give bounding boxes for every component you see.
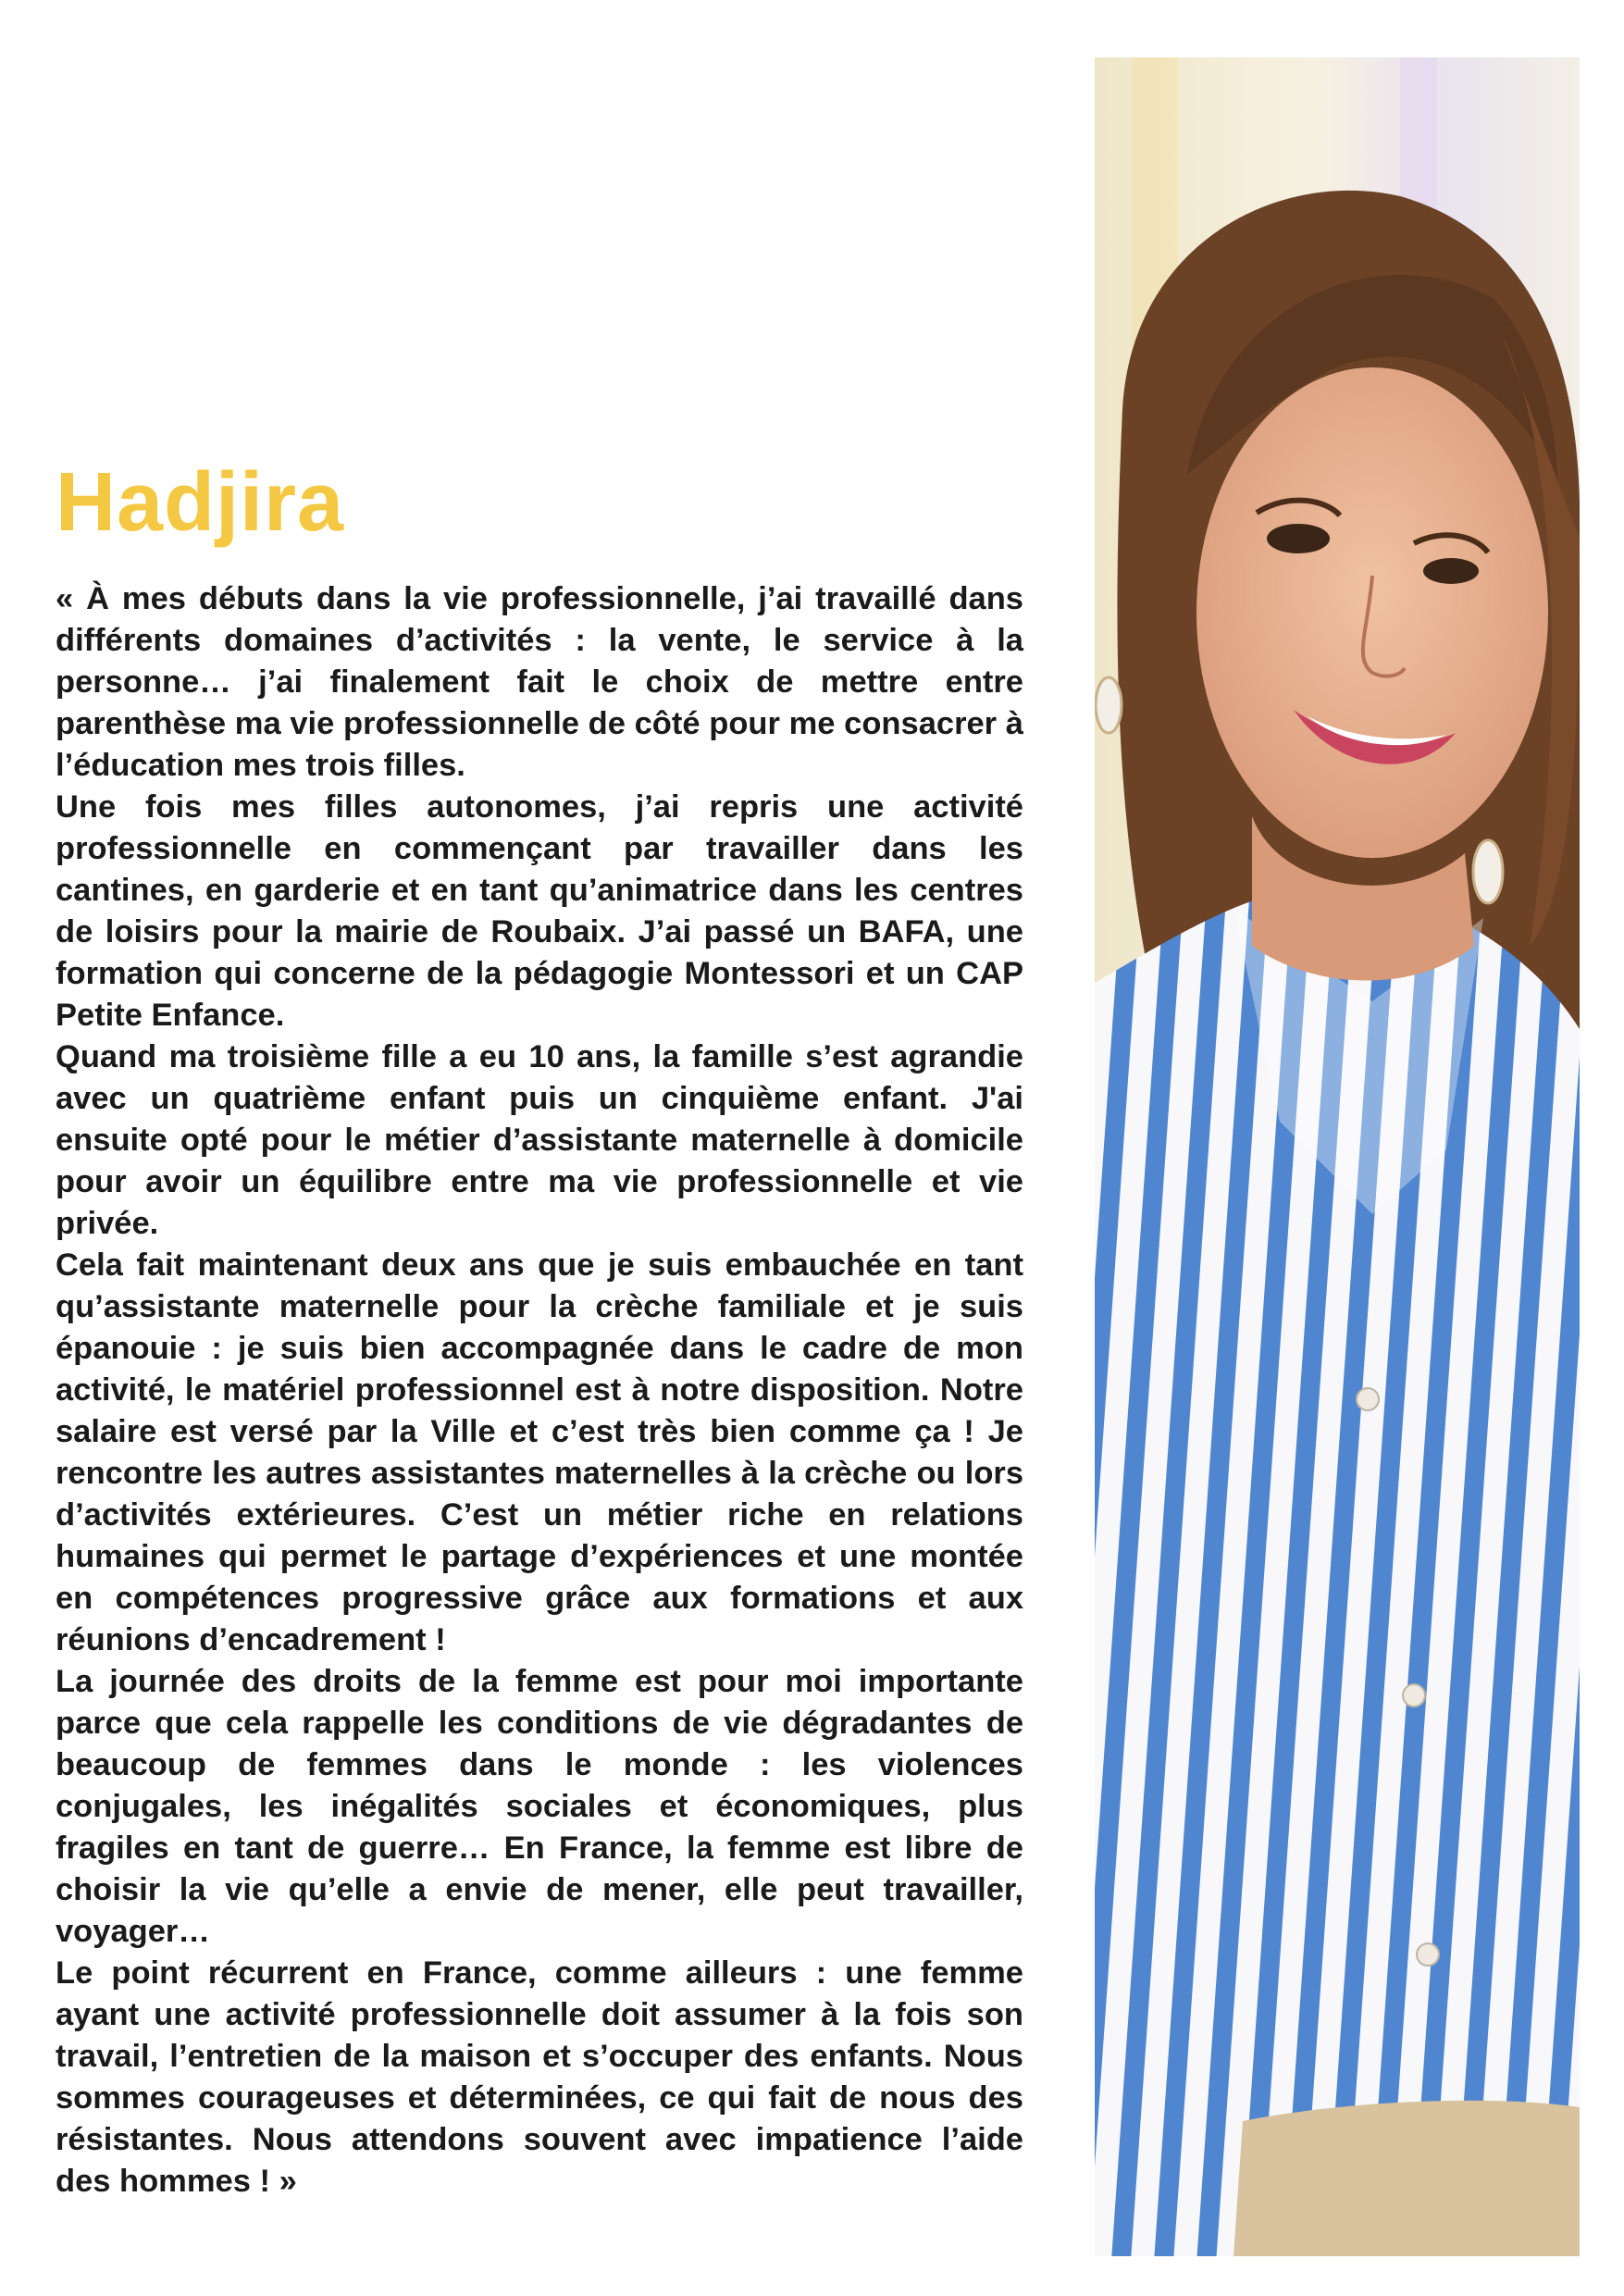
shirt-button — [1417, 1943, 1439, 1966]
shirt-button — [1357, 1388, 1379, 1410]
left-eye — [1267, 524, 1330, 553]
right-eye — [1423, 558, 1479, 584]
person-name: Hadjira — [56, 456, 345, 549]
trousers — [1233, 2101, 1580, 2256]
testimony-paragraph: Quand ma troisième fille a eu 10 ans, la famille s’est agrandie avec un quatrième enfant puis un cinquième enfant. J'ai ensuite opté pour le métier d’assistante maternelle à domicile pour avoir un équilibre entre ma vie professionnelle et vie privée. — [56, 1039, 1023, 1241]
portrait-photo — [1095, 57, 1580, 2256]
portrait-illustration — [1095, 57, 1580, 2256]
testimony-paragraph: Une fois mes filles autonomes, j’ai repris une activité professionnelle en commençant par travailler dans les cantines, en garderie et en tant qu’animatrice dans les centres de loisirs pour la mairie de Roubaix. J’ai passé un BAFA, une formation qui concerne de la pédagogie Montessori et un CAP Petite Enfance. — [56, 789, 1023, 1033]
face — [1196, 367, 1548, 858]
testimony-paragraph: La journée des droits de la femme est pour moi importante parce que cela rappelle les conditions de vie dégradantes de beaucoup de femmes dans le monde : les violences conjugales, les inégalités sociales et économiques, plus fragiles en tant de guerre… En France, la femme est libre de choisir la vie qu’elle a envie de mener, elle peut travailler, voyager… — [56, 1664, 1023, 1949]
earring — [1096, 677, 1122, 733]
testimony-paragraph: Le point récurrent en France, comme ailleurs : une femme ayant une activité professionnelle doit assumer à la fois son travail, l’entretien de la maison et s’occuper des enfants. Nous sommes courageuses et déterminées, ce qui fait de nous des résistantes. Nous attendons souvent avec impatience l’aide des hommes ! » — [56, 1955, 1023, 2199]
testimony-paragraph: Cela fait maintenant deux ans que je suis embauchée en tant qu’assistante maternelle pour la crèche familiale et je suis épanouie : je suis bien accompagnée dans le cadre de mon activité, le matériel professionnel est à notre disposition. Notre salaire est versé par la Ville et c’est très bien comme ça ! Je rencontre les autres assistantes maternelles à la crèche ou lors d’activités extérieures. C’est un métier riche en relations humaines qui permet le partage d’expériences et une montée en compétences progressive grâce aux formations et aux réunions d’encadrement ! — [56, 1247, 1023, 1657]
testimony-paragraph: « À mes débuts dans la vie professionnelle, j’ai travaillé dans différents domaines d’activités : la vente, le service à la personne… j’ai finalement fait le choix de mettre entre parenthèse ma vie professionnelle de côté pour me consacrer à l’éducation mes trois filles. — [56, 581, 1023, 783]
earring — [1473, 840, 1503, 903]
testimony-text — [56, 578, 1023, 2203]
shirt-button — [1403, 1684, 1425, 1706]
